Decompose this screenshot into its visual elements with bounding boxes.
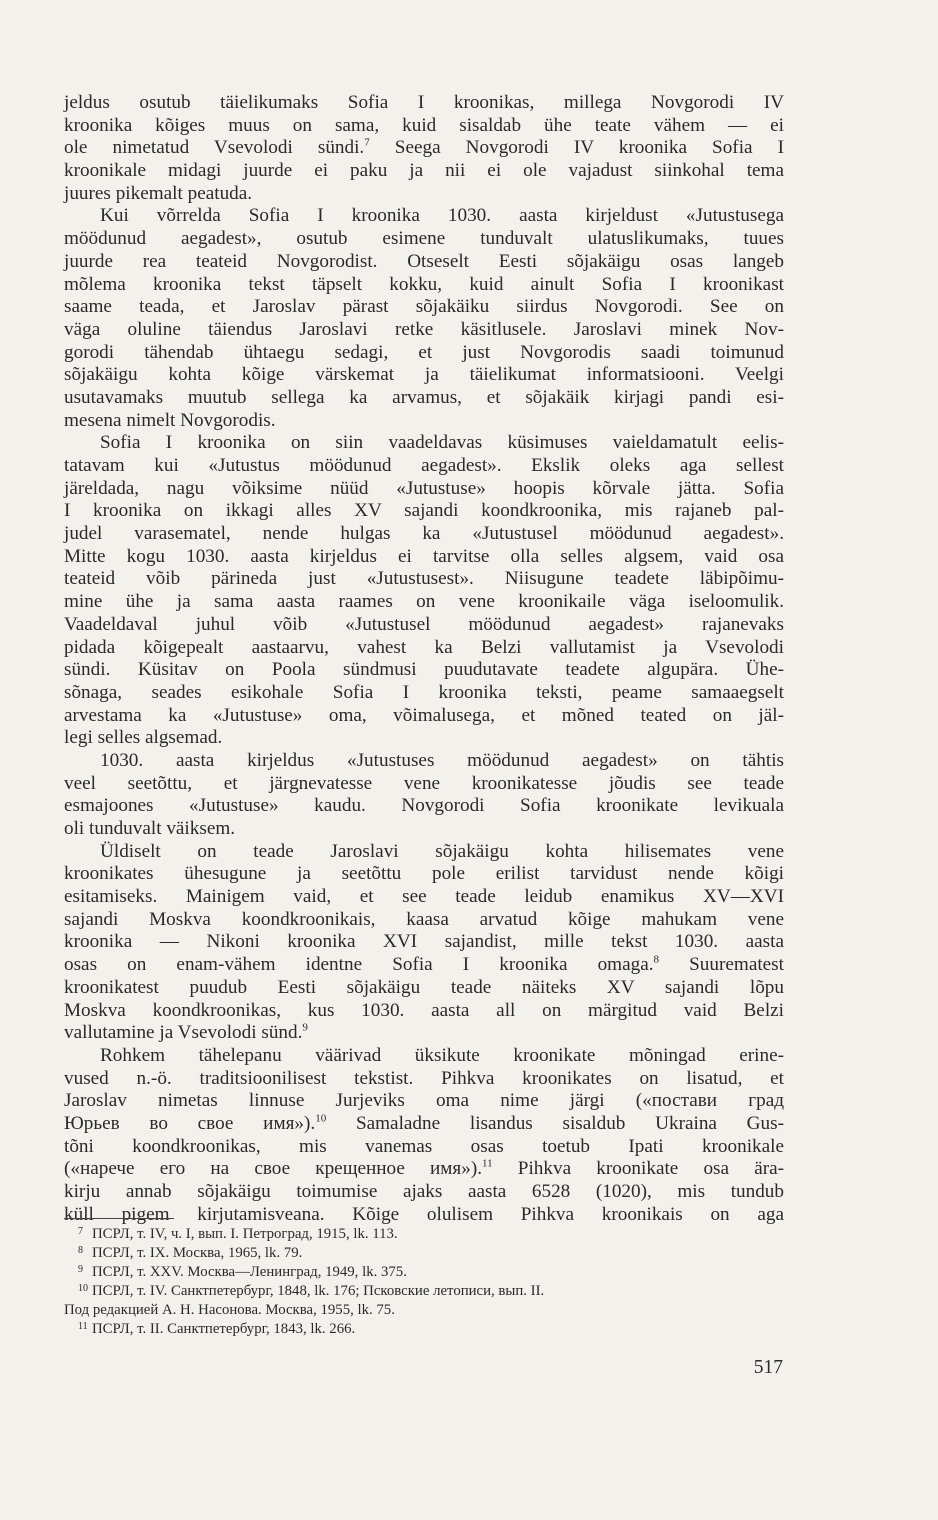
text-line: vallutamine ja Vsevolodi sünd.$^9$ <box>64 1021 308 1044</box>
body-text <box>64 92 784 1226</box>
text-line: mine ühe ja sama aasta raames on vene kroonikaile väga iseloomulik. <box>64 591 784 613</box>
text-line: jeldus osutub täielikumaks Sofia I kroonikas, millega Novgorodi IV <box>64 92 784 113</box>
text-line: kroonikates ühesugune ja seetõttu pole erilist tarvidust nende kõigi <box>64 863 784 885</box>
text-line: väga oluline täiendus Jaroslavi retke käsitlusele. Jaroslavi minek Nov- <box>64 318 784 340</box>
text-line: Jaroslav nimetas linnuse Jurjeviks oma nime järgi («постави град <box>64 1090 784 1112</box>
text-line: 1030. aasta kirjeldus «Jutustuses möödunud aegadest» on tähtis <box>100 749 784 771</box>
footnote: 11 ПСРЛ, т. II. Санктпетербург, 1843, lk. 266. <box>64 1320 784 1339</box>
text-line: ole nimetatud Vsevolodi sündi.$^7$ Seega Novgorodi IV kroonika Sofia I <box>64 136 784 159</box>
footnote: 10 ПСРЛ, т. IV. Санктпетербург, 1848, lk. 176; Псковские летописи, вып. II. <box>64 1282 784 1301</box>
text-line: («нарече его на свое крещенное имя»).$^{11}$ Pihkva kroonikate osa ära- <box>64 1157 785 1180</box>
text-line: juurde rea teateid Novgorodist. Otseselt Eesti sõjakäigu osas langeb <box>64 250 784 272</box>
text-line: juures pikemalt peatuda. <box>64 182 253 204</box>
text-line: Rohkem tähelepanu väärivad üksikute kroonikate mõningad erine- <box>100 1044 784 1066</box>
text-line: judel varasematel, nende hulgas ka «Jutustusel möödunud aegadest». <box>64 523 784 545</box>
text-line: I kroonika on ikkagi alles XV sajandi koondkroonika, mis rajaneb pal- <box>64 500 784 522</box>
text-line: järeldada, nagu võiksime nüüd «Jutustuse» hoopis kõrvale jätta. Sofia <box>64 477 784 499</box>
text-line: möödunud aegadest», osutub esimene tunduvalt ulatuslikumaks, tuues <box>64 228 784 250</box>
footnote: 9 ПСРЛ, т. XXV. Москва—Ленинград, 1949, lk. 375. <box>64 1263 784 1282</box>
footnote-number: 11 <box>78 1320 88 1332</box>
footnote-ref: 8 <box>653 953 660 966</box>
text-line: oli tunduvalt väiksem. <box>64 818 236 839</box>
footnote-divider <box>64 1218 174 1219</box>
text-line: kroonika kõiges muus on sama, kuid sisaldab ühe teate vähem — ei <box>64 114 784 136</box>
text-line: saame teada, et Jaroslav pärast sõjakäiku siirdus Novgorodi. See on <box>64 296 784 318</box>
page-number: 517 <box>753 1357 783 1378</box>
text-line: Vaadeldaval juhul võib «Jutustusel möödunud aegadest» rajanevaks <box>64 613 784 635</box>
text-line: Mitte kogu 1030. aasta kirjeldus ei tarvitse olla selles algsem, vaid osa <box>64 545 784 567</box>
text-line: pidada kõigepealt aastaarvu, vahest ka Belzi vallutamist ja Vsevolodi <box>64 636 784 658</box>
text-line: sajandi Moskva koondkroonikais, kaasa arvatud kõige mahukam vene <box>64 908 784 930</box>
text-line: kroonikatest puudub Eesti sõjakäigu teade näiteks XV sajandi lõpu <box>64 976 784 998</box>
text-line: Юрьев во свое имя»).$^{10}$ Samaladne lisandus sisaldub Ukraina Gus- <box>64 1112 784 1134</box>
text-line: Sofia I kroonika on siin vaadeldavas küsimuses vaieldamatult eelis- <box>100 432 784 454</box>
footnote-ref: 9 <box>302 1021 308 1034</box>
text-line: sündi. Küsitav on Poola sündmusi puudutavate teadete algupära. Ühe- <box>64 659 784 681</box>
footnote-number: 7 <box>78 1226 83 1237</box>
text-line: esitamiseks. Mainigem vaid, et see teade leidub enamikus XV—XVI <box>64 886 784 908</box>
footnotes <box>64 1225 784 1338</box>
text-line: usutavamaks muutub sellega ka arvamus, et sõjakäik kirjagi pandi esi- <box>64 386 784 408</box>
footnote-number: 9 <box>78 1263 83 1275</box>
text-line: kirju annab sõjakäigu toimumise ajaks aasta 6528 (1020), mis tundub <box>64 1181 784 1202</box>
text-line: veel seetõttu, et järgnevatesse vene kroonikatesse jõudis see teade <box>64 772 784 794</box>
footnote: 8 ПСРЛ, т. IX. Москва, 1965, lk. 79. <box>64 1244 784 1263</box>
text-line: arvestama ka «Jutustuse» oma, võimalusega, et mõned teated on jäl- <box>64 704 784 726</box>
text-line: mesena nimelt Novgorodis. <box>64 409 276 431</box>
footnote-continuation: Под редакцией А. Н. Насонова. Москва, 1955, lk. 75. <box>64 1301 395 1318</box>
footnote-ref: 7 <box>364 136 370 149</box>
text-line: esmajoones «Jutustuse» kaudu. Novgorodi Sofia kroonikate levikuala <box>64 795 784 817</box>
text-line: teateid võib pärineda just «Jutustusest». Niisugune teadete läbipõimu- <box>64 568 784 590</box>
text-line: Kui võrrelda Sofia I kroonika 1030. aasta kirjeldust «Jutustusega <box>100 205 784 227</box>
text-line: kroonikale midagi juurde ei paku ja nii ei ole vajadust siinkohal tema <box>64 160 784 182</box>
text-line: sõjakäigu kohta kõige värskemat ja täielikumat informatsiooni. Veelgi <box>64 364 784 386</box>
text-line: Üldiselt on teade Jaroslavi sõjakäigu kohta hilisemates vene <box>100 840 784 862</box>
text-line: osas on enam-vähem identne Sofia I kroonika omaga.$^8$ Suurematest <box>64 953 784 976</box>
footnote-number: 10 <box>78 1282 88 1294</box>
text-line: sõnaga, seades esikohale Sofia I kroonika teksti, peame samaaegselt <box>64 681 784 703</box>
text-line: vused n.-ö. traditsioonilisest tekstist. Pihkva kroonikates on lisatud, et <box>64 1067 784 1089</box>
text-line: gorodi tähendab ühtaegu sedagi, et just Novgorodis saadi toimunud <box>64 341 784 363</box>
text-line: mõlema kroonika tekst täpselt kokku, kuid ainult Sofia I kroonikast <box>64 273 784 295</box>
footnote-ref: 11 <box>482 1157 493 1170</box>
footnote-ref: 10 <box>315 1112 327 1125</box>
text-line: Moskva koondkroonikas, kus 1030. aasta all on märgitud vaid Belzi <box>64 999 784 1021</box>
text-line: küll pigem kirjutamisveana. Kõige olulisem Pihkva kroonikais on aga <box>64 1203 784 1225</box>
text-line: tõni koondkroonikas, mis vanemas osas toetub Ipati kroonikale <box>64 1135 784 1157</box>
text-line: tatavam kui «Jutustus möödunud aegadest». Ekslik oleks aga sellest <box>64 455 784 476</box>
text-line: legi selles algsemad. <box>64 727 223 749</box>
footnote: 7 ПСРЛ, т. IV, ч. I, вып. I. Петроград, 1915, lk. 113. <box>64 1225 784 1244</box>
text-line: kroonika — Nikoni kroonika XVI sajandist, mille tekst 1030. aasta <box>64 931 784 953</box>
footnote-number: 8 <box>78 1244 83 1256</box>
